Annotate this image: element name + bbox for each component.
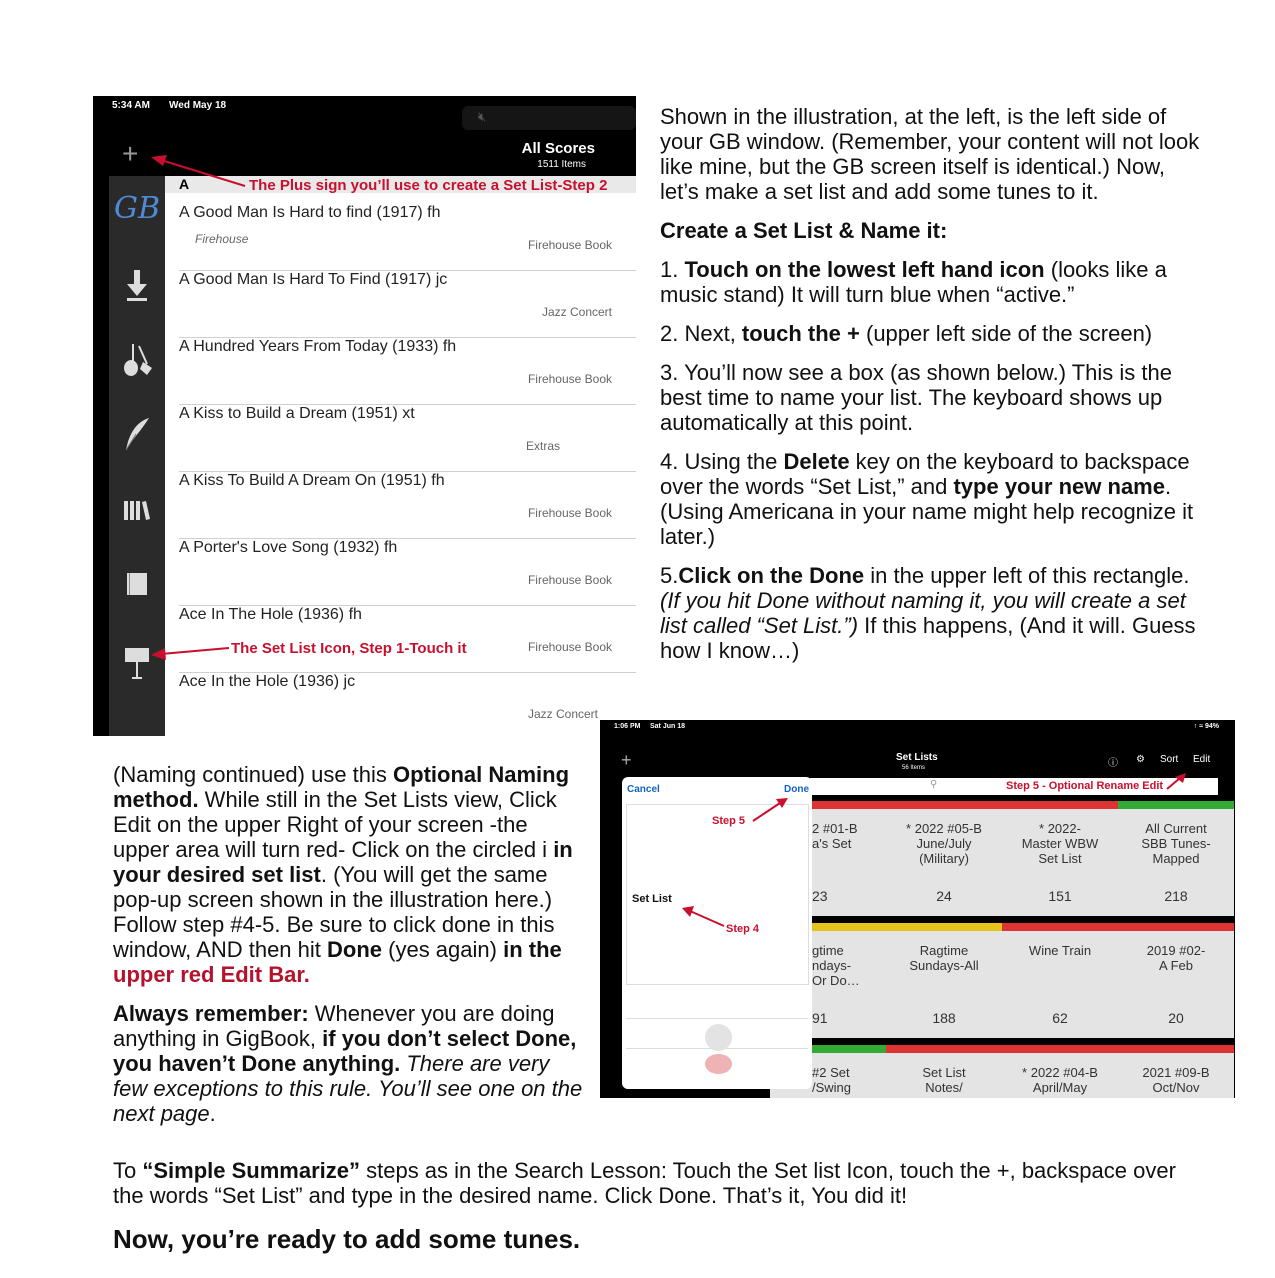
song-book: Extras <box>525 439 560 453</box>
status-time: 5:34 AM <box>112 100 150 111</box>
card-band <box>1002 923 1118 931</box>
card-band <box>1118 1045 1234 1053</box>
status-date: Wed May 18 <box>169 100 227 111</box>
card-band <box>1002 1045 1118 1053</box>
header-title: Set Lists <box>896 752 938 763</box>
summary-b: “Simple Summarize” <box>142 1158 360 1183</box>
setlist-card[interactable] <box>886 1045 1002 1098</box>
song-title: A Hundred Years From Today (1933) fh <box>179 338 457 355</box>
card-name: 2 #01-B a's Set <box>812 821 858 851</box>
step1-bold: Touch on the lowest left hand icon <box>684 257 1045 282</box>
song-title: Ace In The Hole (1936) fh <box>179 606 362 623</box>
intro-paragraph: Shown in the illustration, at the left, is the left side of your GB window. (Remember, your content will not look like mine, but the GB screen itself is identical.) Now, let’s make a set list and add some tunes to it. <box>660 104 1200 204</box>
header-title: All Scores <box>521 140 595 157</box>
step5-e: If this happens, (And it will. Guess how I know…) <box>660 613 1196 663</box>
popup-arrows <box>622 777 812 1089</box>
plus-annotation: The Plus sign you’ll use to create a Set List-Step 2 <box>249 177 608 194</box>
info-icon[interactable]: ⓘ <box>1108 758 1118 769</box>
gigbook-screenshot-all-scores <box>93 96 636 736</box>
card-band <box>886 801 1002 809</box>
step4-d: type your new name <box>953 474 1165 499</box>
p2-e: . <box>209 1101 216 1126</box>
song-title: A Kiss To Build A Dream On (1951) fh <box>179 472 445 489</box>
step4-a: 4. Using the <box>660 449 784 474</box>
step1-num: 1. <box>660 257 685 282</box>
step4-e: . (Using Americana in your name might help recognize it later.) <box>660 474 1194 549</box>
step4 <box>660 449 1205 549</box>
mute-icon: 🔇︎ <box>478 109 487 124</box>
setlist-card[interactable] <box>886 923 1002 1038</box>
step5-a: 5. <box>660 563 679 588</box>
status-battery: ↑ ≈ 94% <box>1193 723 1219 730</box>
add-plus-button[interactable]: + <box>621 750 632 770</box>
p1-g: (yes again) <box>382 937 504 962</box>
step2-rest: (upper left side of the screen) <box>859 321 1153 346</box>
song-author: Firehouse <box>195 232 249 246</box>
optional-naming-column <box>113 762 583 1140</box>
instructions-column <box>660 104 1205 677</box>
setlist-card[interactable] <box>1002 1045 1118 1098</box>
p2-b: Whenever you are doing anything in GigBook, <box>113 1001 555 1051</box>
p2-c: if you don’t select Done, you haven’t Done anything. <box>113 1026 577 1076</box>
setlist-card[interactable] <box>1002 801 1118 916</box>
p1-d: in your desired set list <box>113 837 573 887</box>
song-book: Jazz Concert <box>541 305 612 319</box>
card-name: * 2022 #05-B June/July (Military) <box>906 821 982 866</box>
step1 <box>660 257 1205 307</box>
status-time: 1:06 PM <box>614 723 641 730</box>
gb-logo-icon[interactable]: GB <box>113 191 160 226</box>
done-button[interactable]: Done <box>784 784 809 795</box>
step5-label: Step 5 <box>712 815 746 827</box>
card-band <box>1002 801 1118 809</box>
search-icon: ⚲ <box>930 779 938 790</box>
header-subtitle: 1511 Items <box>537 159 586 170</box>
card-count: 91 <box>812 1010 828 1026</box>
gigbook-screenshot-set-lists <box>600 720 1235 1098</box>
edit-bar-label: Step 5 - Optional Rename Edit <box>1006 780 1164 792</box>
edit-button[interactable]: Edit <box>1193 754 1211 765</box>
p1-e: . (You will get the same pop-up screen shown in the illustration here.) Follow step #4-5. Be sure to click done in this window, AND then hit <box>113 862 555 962</box>
setlist-card[interactable] <box>1118 801 1234 916</box>
setlist-card[interactable] <box>1118 923 1234 1038</box>
song-book: Firehouse Book <box>527 506 612 520</box>
song-book: Jazz Concert <box>527 707 598 721</box>
card-name: 2019 #02- A Feb <box>1146 943 1206 973</box>
song-title: A Good Man Is Hard To Find (1917) jc <box>179 271 448 288</box>
step5-d: (If you hit Done without naming it, you will create a set list called “Set List.”) <box>660 588 1186 638</box>
card-count: 218 <box>1164 888 1188 904</box>
step4-label: Step 4 <box>726 923 760 935</box>
card-band <box>886 923 1002 931</box>
song-book: Firehouse Book <box>527 372 612 386</box>
summary-paragraph <box>113 1158 1203 1208</box>
setlist-card[interactable] <box>1002 923 1118 1038</box>
gear-icon[interactable]: ⚙ <box>1136 754 1145 765</box>
card-band <box>886 1045 1002 1053</box>
p2-d: There are very few exceptions to this rule. You’ll see one on the next page <box>113 1051 583 1126</box>
add-plus-button[interactable]: + <box>122 138 139 169</box>
p1-a: (Naming continued) use this <box>113 762 394 787</box>
card-name: Ragtime Sundays-All <box>909 943 979 973</box>
step4-c: key on the keyboard to backspace over the words “Set List,” and <box>660 449 1190 499</box>
card-name: #2 Set /Swing <box>812 1065 852 1095</box>
step4-b: Delete <box>783 449 850 474</box>
card-count: 62 <box>1052 1010 1068 1026</box>
step2 <box>660 321 1205 346</box>
card-name: All Current SBB Tunes- Mapped <box>1141 821 1211 866</box>
song-title: A Kiss to Build a Dream (1951) xt <box>179 405 415 422</box>
card-count: 20 <box>1168 1010 1184 1026</box>
card-count: 151 <box>1048 888 1072 904</box>
song-title: Ace In the Hole (1936) jc <box>179 673 356 690</box>
card-count: 188 <box>932 1010 956 1026</box>
card-name: 2021 #09-B Oct/Nov <box>1142 1065 1210 1095</box>
step5-b: Click on the Done <box>678 563 865 588</box>
card-name: * 2022 #04-B April/May <box>1022 1065 1098 1095</box>
setlist-annotation: The Set List Icon, Step 1-Touch it <box>231 640 467 657</box>
card-count: 24 <box>936 888 952 904</box>
cancel-button[interactable]: Cancel <box>627 784 660 795</box>
card-name: * 2022- Master WBW Set List <box>1021 821 1099 866</box>
setlist-card[interactable] <box>886 801 1002 916</box>
step2-num: 2. Next, <box>660 321 742 346</box>
section-header: A <box>165 176 636 193</box>
p1-i: upper red Edit Bar. <box>113 962 310 987</box>
card-name: gtime ndays- Or Do… <box>812 943 860 988</box>
card-band <box>1118 923 1234 931</box>
p1-f: Done <box>327 937 383 962</box>
song-title: A Good Man Is Hard to find (1917) fh <box>179 204 441 221</box>
p1-h: in the <box>503 937 562 962</box>
closing-line: Now, you’re ready to add some tunes. <box>113 1224 581 1254</box>
song-book: Firehouse Book <box>527 238 612 252</box>
annotation-arrows <box>93 96 636 736</box>
card-band <box>1118 801 1234 809</box>
step1-rest: (looks like a music stand) It will turn blue when “active.” <box>660 257 1167 307</box>
always-remember-paragraph <box>113 1001 583 1126</box>
step5 <box>660 563 1205 663</box>
card-count: 23 <box>812 888 828 904</box>
summary-a: To <box>113 1158 143 1183</box>
p2-a: Always remember: <box>113 1001 309 1026</box>
sort-button[interactable]: Sort <box>1160 754 1179 765</box>
p1-c: While still in the Set Lists view, Click Edit on the upper Right of your screen -the upper area will turn red- Click on the circled i <box>113 787 557 862</box>
status-date: Sat Jun 18 <box>650 723 686 730</box>
section-heading: Create a Set List & Name it: <box>660 218 948 243</box>
song-book: Firehouse Book <box>527 640 612 654</box>
song-book: Firehouse Book <box>527 573 612 587</box>
song-title: A Porter's Love Song (1932) fh <box>179 539 398 556</box>
optional-naming-paragraph <box>113 762 583 987</box>
step2-bold: touch the + <box>741 321 860 346</box>
setlist-name-field[interactable]: Set List <box>632 893 672 905</box>
step5-c: in the upper left of this rectangle. <box>864 563 1190 588</box>
step3: 3. You’ll now see a box (as shown below.) This is the best time to name your list. The keyboard shows up automatically at this point. <box>660 360 1173 435</box>
summary-c: steps as in the Search Lesson: Touch the Set list Icon, touch the +, backspace over the words “Set List” and type in the desired name. Click Done. That’s it, You did it! <box>113 1158 1176 1208</box>
p1-b: Optional Naming method. <box>113 762 570 812</box>
card-name: Wine Train <box>1028 943 1092 958</box>
card-name: Set List Notes/ <box>922 1065 966 1095</box>
rename-popup <box>622 777 812 1089</box>
header-subtitle: 56 Items <box>902 765 926 771</box>
setlist-card[interactable] <box>1118 1045 1234 1098</box>
